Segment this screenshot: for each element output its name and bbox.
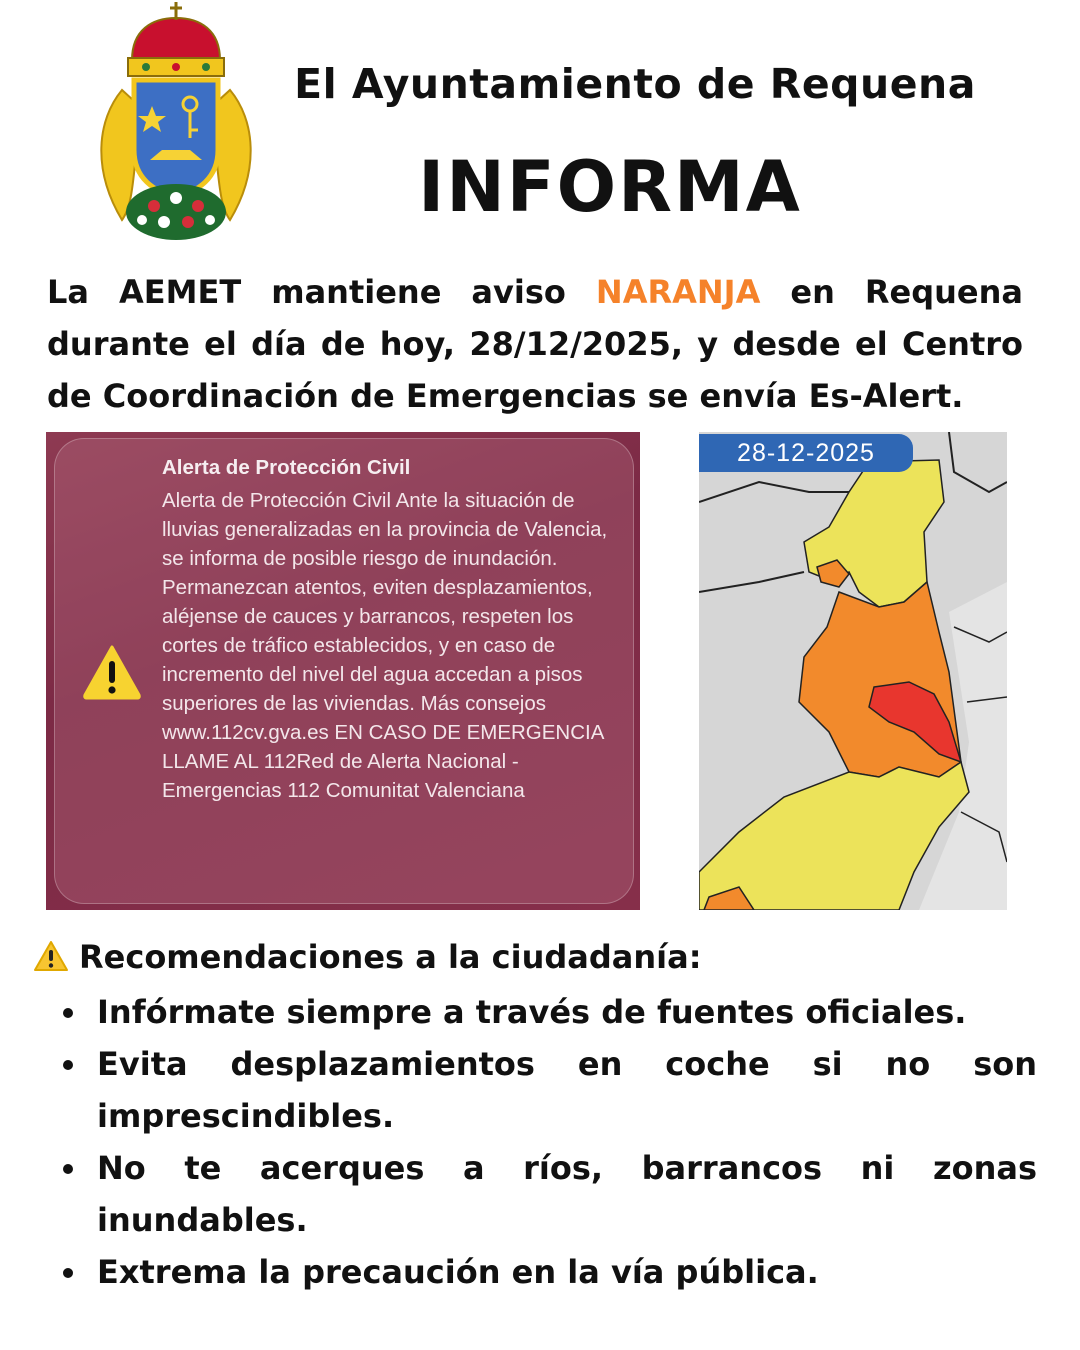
recommendations-heading-text: Recomendaciones a la ciudadanía: xyxy=(79,938,702,976)
list-item-text: Extrema la precaución en la vía pública. xyxy=(97,1253,819,1291)
es-alert-screenshot xyxy=(46,432,640,910)
intro-text-before: La AEMET mantiene aviso xyxy=(47,273,596,311)
list-item xyxy=(47,986,1037,1038)
list-item-text: Infórmate siempre a través de fuentes oficiales. xyxy=(97,993,967,1031)
map-date-badge: 28-12-2025 xyxy=(699,434,913,472)
coat-of-arms-icon xyxy=(92,0,260,252)
headline: INFORMA xyxy=(418,146,802,228)
warning-emoji-icon xyxy=(33,940,69,972)
organization-title: El Ayuntamiento de Requena xyxy=(294,60,976,108)
alert-body: Alerta de Protección Civil Ante la situación de lluvias generalizadas en la provincia de Valencia, se informa de posible riesgo de inundación. Permanezcan atentos, eviten desplazamientos, aléjense de cauces y barrancos, respeten los cortes de tráfico establecidos, y en caso de incremento del nivel del agua accedan a pisos superiores de las viviendas. Más consejos www.112cv.gva.es EN CASO DE EMERGENCIA LLAME AL 112Red de Alerta Nacional - Emergencias 112 Comunitat Valenciana xyxy=(162,489,608,802)
warning-map xyxy=(699,432,1007,910)
recommendations-heading xyxy=(33,938,702,976)
list-item xyxy=(47,1246,1037,1298)
list-item-text: Evita desplazamientos en coche si no son imprescindibles. xyxy=(97,1045,1037,1135)
warning-triangle-icon xyxy=(82,644,142,700)
alert-title: Alerta de Protección Civil xyxy=(162,456,411,479)
list-item xyxy=(47,1142,1037,1246)
map-regions xyxy=(699,432,1007,910)
alert-notification-card xyxy=(54,438,634,904)
list-item xyxy=(47,1038,1037,1142)
bullet-icon xyxy=(63,1164,73,1174)
recommendations-list xyxy=(47,986,1037,1298)
bullet-icon xyxy=(63,1008,73,1018)
intro-text-after: en Requena durante el día de hoy, 28/12/2025, y desde el Centro de Coordinación de Emergencias se envía Es-Alert. xyxy=(47,273,1023,415)
warning-level: NARANJA xyxy=(595,273,761,311)
list-item-text: No te acerques a ríos, barrancos ni zonas inundables. xyxy=(97,1149,1037,1239)
intro-paragraph xyxy=(47,266,1023,422)
bullet-icon xyxy=(63,1268,73,1278)
bullet-icon xyxy=(63,1060,73,1070)
